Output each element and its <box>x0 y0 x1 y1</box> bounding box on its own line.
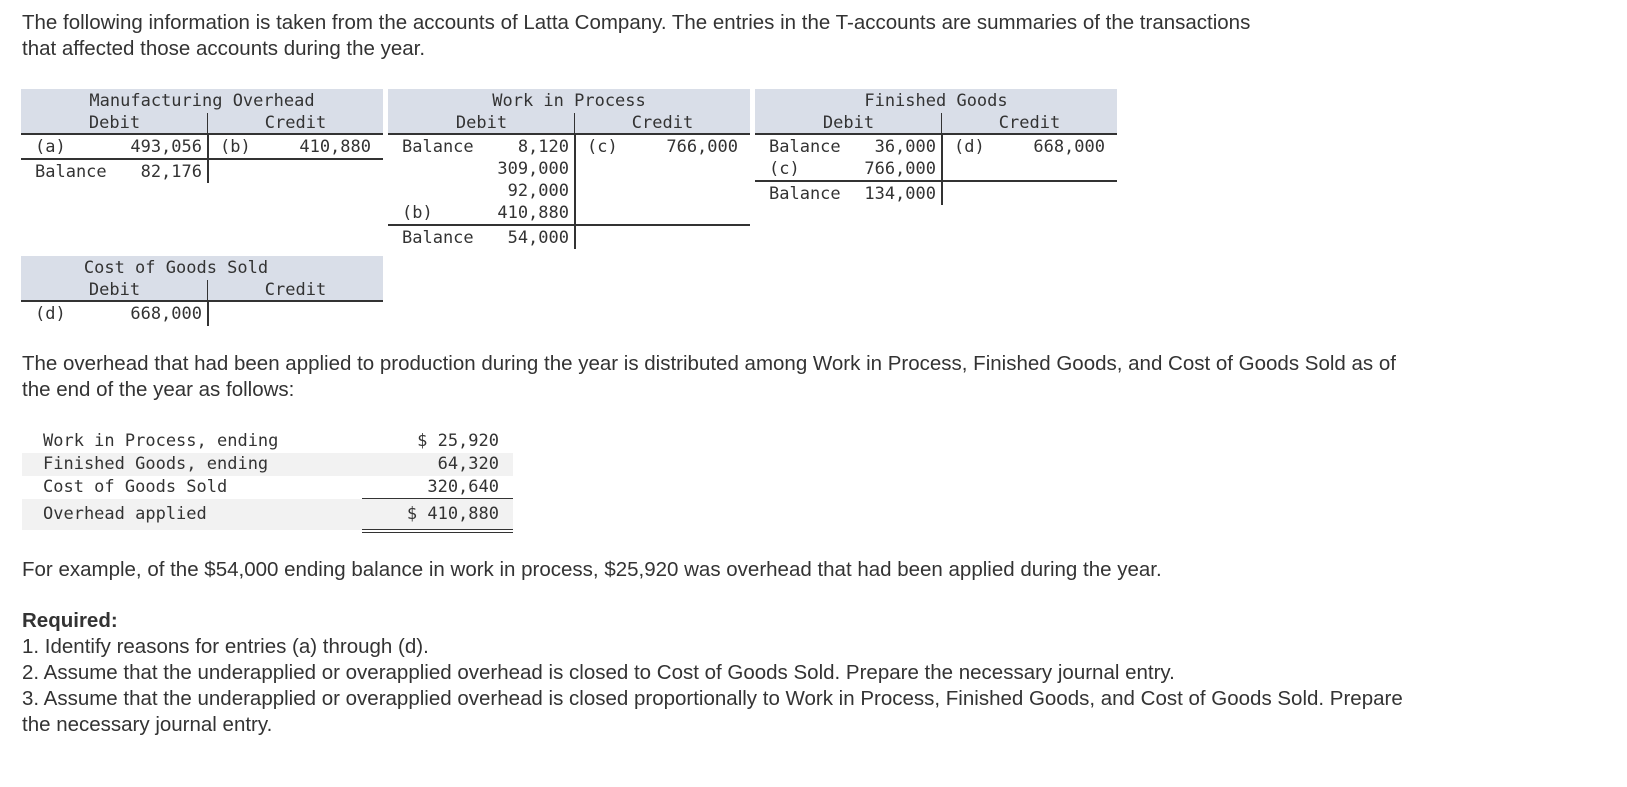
allocation-label: Finished Goods, ending <box>43 454 269 474</box>
t-account-finished-goods <box>755 89 1117 205</box>
debit-label: (d) <box>35 304 66 324</box>
t-account-body <box>21 135 383 183</box>
t-account-header <box>388 89 750 135</box>
debit-amount: 8,120 <box>517 137 569 157</box>
allocation-row <box>22 476 513 499</box>
allocation-label: Overhead applied <box>43 504 207 524</box>
overhead-allocation-table <box>22 430 513 530</box>
t-row <box>388 158 750 180</box>
required-heading: Required: <box>22 609 118 632</box>
allocation-label: Cost of Goods Sold <box>43 477 228 497</box>
required-item: 3. Assume that the underapplied or overapplied overhead is closed proportionally to Work in Process, Finished Goods, and Cost of Goods Sold. Prepare the necessary journal entry. <box>22 687 1403 736</box>
credit-label: (d) <box>954 137 985 157</box>
allocation-value: 320,640 <box>427 477 499 497</box>
t-row <box>755 158 1117 180</box>
total-double-rule-bottom <box>362 532 513 533</box>
t-account-work-in-process <box>388 89 750 249</box>
debit-amount: 54,000 <box>507 228 569 248</box>
example-text: For example, of the $54,000 ending balance in work in process, $25,920 was overhead that had been applied during the year. <box>22 558 1162 581</box>
credit-header: Credit <box>631 113 694 133</box>
debit-label: Balance <box>769 184 841 204</box>
intro-text: The following information is taken from the accounts of Latta Company. The entries in the T-accounts are summaries of the transactions that affected those accounts during the year. <box>22 11 1251 60</box>
t-account-header <box>21 256 383 302</box>
overhead-distribution-text: The overhead that had been applied to production during the year is distributed among Work in Process, Finished Goods, and Cost of Goods Sold as of the end of the year as follows: <box>22 352 1396 401</box>
allocation-total-value: $ 410,880 <box>406 504 499 524</box>
t-row <box>388 202 750 224</box>
t-account-body <box>21 302 383 325</box>
t-row <box>21 136 383 158</box>
t-account-title: Work in Process <box>492 91 646 111</box>
t-vertical-line <box>941 135 943 205</box>
credit-amount: 766,000 <box>666 137 738 157</box>
t-account-body <box>388 135 750 249</box>
debit-amount: 410,880 <box>497 203 569 223</box>
debit-amount: 36,000 <box>874 137 936 157</box>
t-row <box>755 136 1117 158</box>
allocation-label: Work in Process, ending <box>43 431 279 451</box>
allocation-value: 64,320 <box>437 454 499 474</box>
debit-amount: 309,000 <box>497 159 569 179</box>
debit-header: Debit <box>455 113 508 133</box>
t-row <box>388 180 750 202</box>
credit-header: Credit <box>264 280 327 300</box>
debit-label: Balance <box>769 137 841 157</box>
allocation-row <box>22 453 513 476</box>
balance-rule <box>21 158 383 160</box>
credit-amount: 668,000 <box>1033 137 1105 157</box>
t-account-header <box>755 89 1117 135</box>
t-account-body <box>755 135 1117 205</box>
t-row <box>755 183 1117 205</box>
debit-amount: 493,056 <box>130 137 202 157</box>
t-account-header <box>21 89 383 135</box>
credit-amount: 410,880 <box>299 137 371 157</box>
t-account-title: Manufacturing Overhead <box>89 91 315 111</box>
credit-label: (b) <box>220 137 251 157</box>
t-vertical-line <box>207 302 209 326</box>
debit-label: (a) <box>35 137 66 157</box>
debit-amount: 668,000 <box>130 304 202 324</box>
t-account-title: Finished Goods <box>864 91 1008 111</box>
t-account-title: Cost of Goods Sold <box>83 258 269 278</box>
debit-header: Debit <box>88 113 141 133</box>
t-account-cost-of-goods-sold <box>21 256 383 325</box>
debit-amount: 92,000 <box>507 181 569 201</box>
required-item: 1. Identify reasons for entries (a) through (d). <box>22 635 429 658</box>
allocation-row <box>22 430 513 453</box>
allocation-total-row <box>22 499 513 530</box>
debit-amount: 82,176 <box>140 162 202 182</box>
debit-amount: 134,000 <box>864 184 936 204</box>
debit-label: Balance <box>402 137 474 157</box>
debit-label: Balance <box>35 162 107 182</box>
t-vertical-line <box>207 135 209 183</box>
t-row <box>21 161 383 183</box>
t-vertical-line <box>574 135 576 249</box>
debit-label: (c) <box>769 159 800 179</box>
t-row <box>388 227 750 249</box>
debit-label: (b) <box>402 203 433 223</box>
total-double-rule-top <box>362 529 513 530</box>
debit-label: Balance <box>402 228 474 248</box>
balance-rule <box>755 180 1117 182</box>
debit-amount: 766,000 <box>864 159 936 179</box>
debit-header: Debit <box>822 113 875 133</box>
t-row <box>21 303 383 325</box>
required-section <box>22 608 1422 738</box>
allocation-value: $ 25,920 <box>417 431 499 451</box>
credit-label: (c) <box>587 137 618 157</box>
debit-header: Debit <box>88 280 141 300</box>
credit-header: Credit <box>998 113 1061 133</box>
required-item: 2. Assume that the underapplied or overapplied overhead is closed to Cost of Goods Sold. Prepare the necessary journal entry. <box>22 661 1175 684</box>
t-account-manufacturing-overhead <box>21 89 383 183</box>
t-row <box>388 136 750 158</box>
balance-rule <box>388 224 750 226</box>
credit-header: Credit <box>264 113 327 133</box>
